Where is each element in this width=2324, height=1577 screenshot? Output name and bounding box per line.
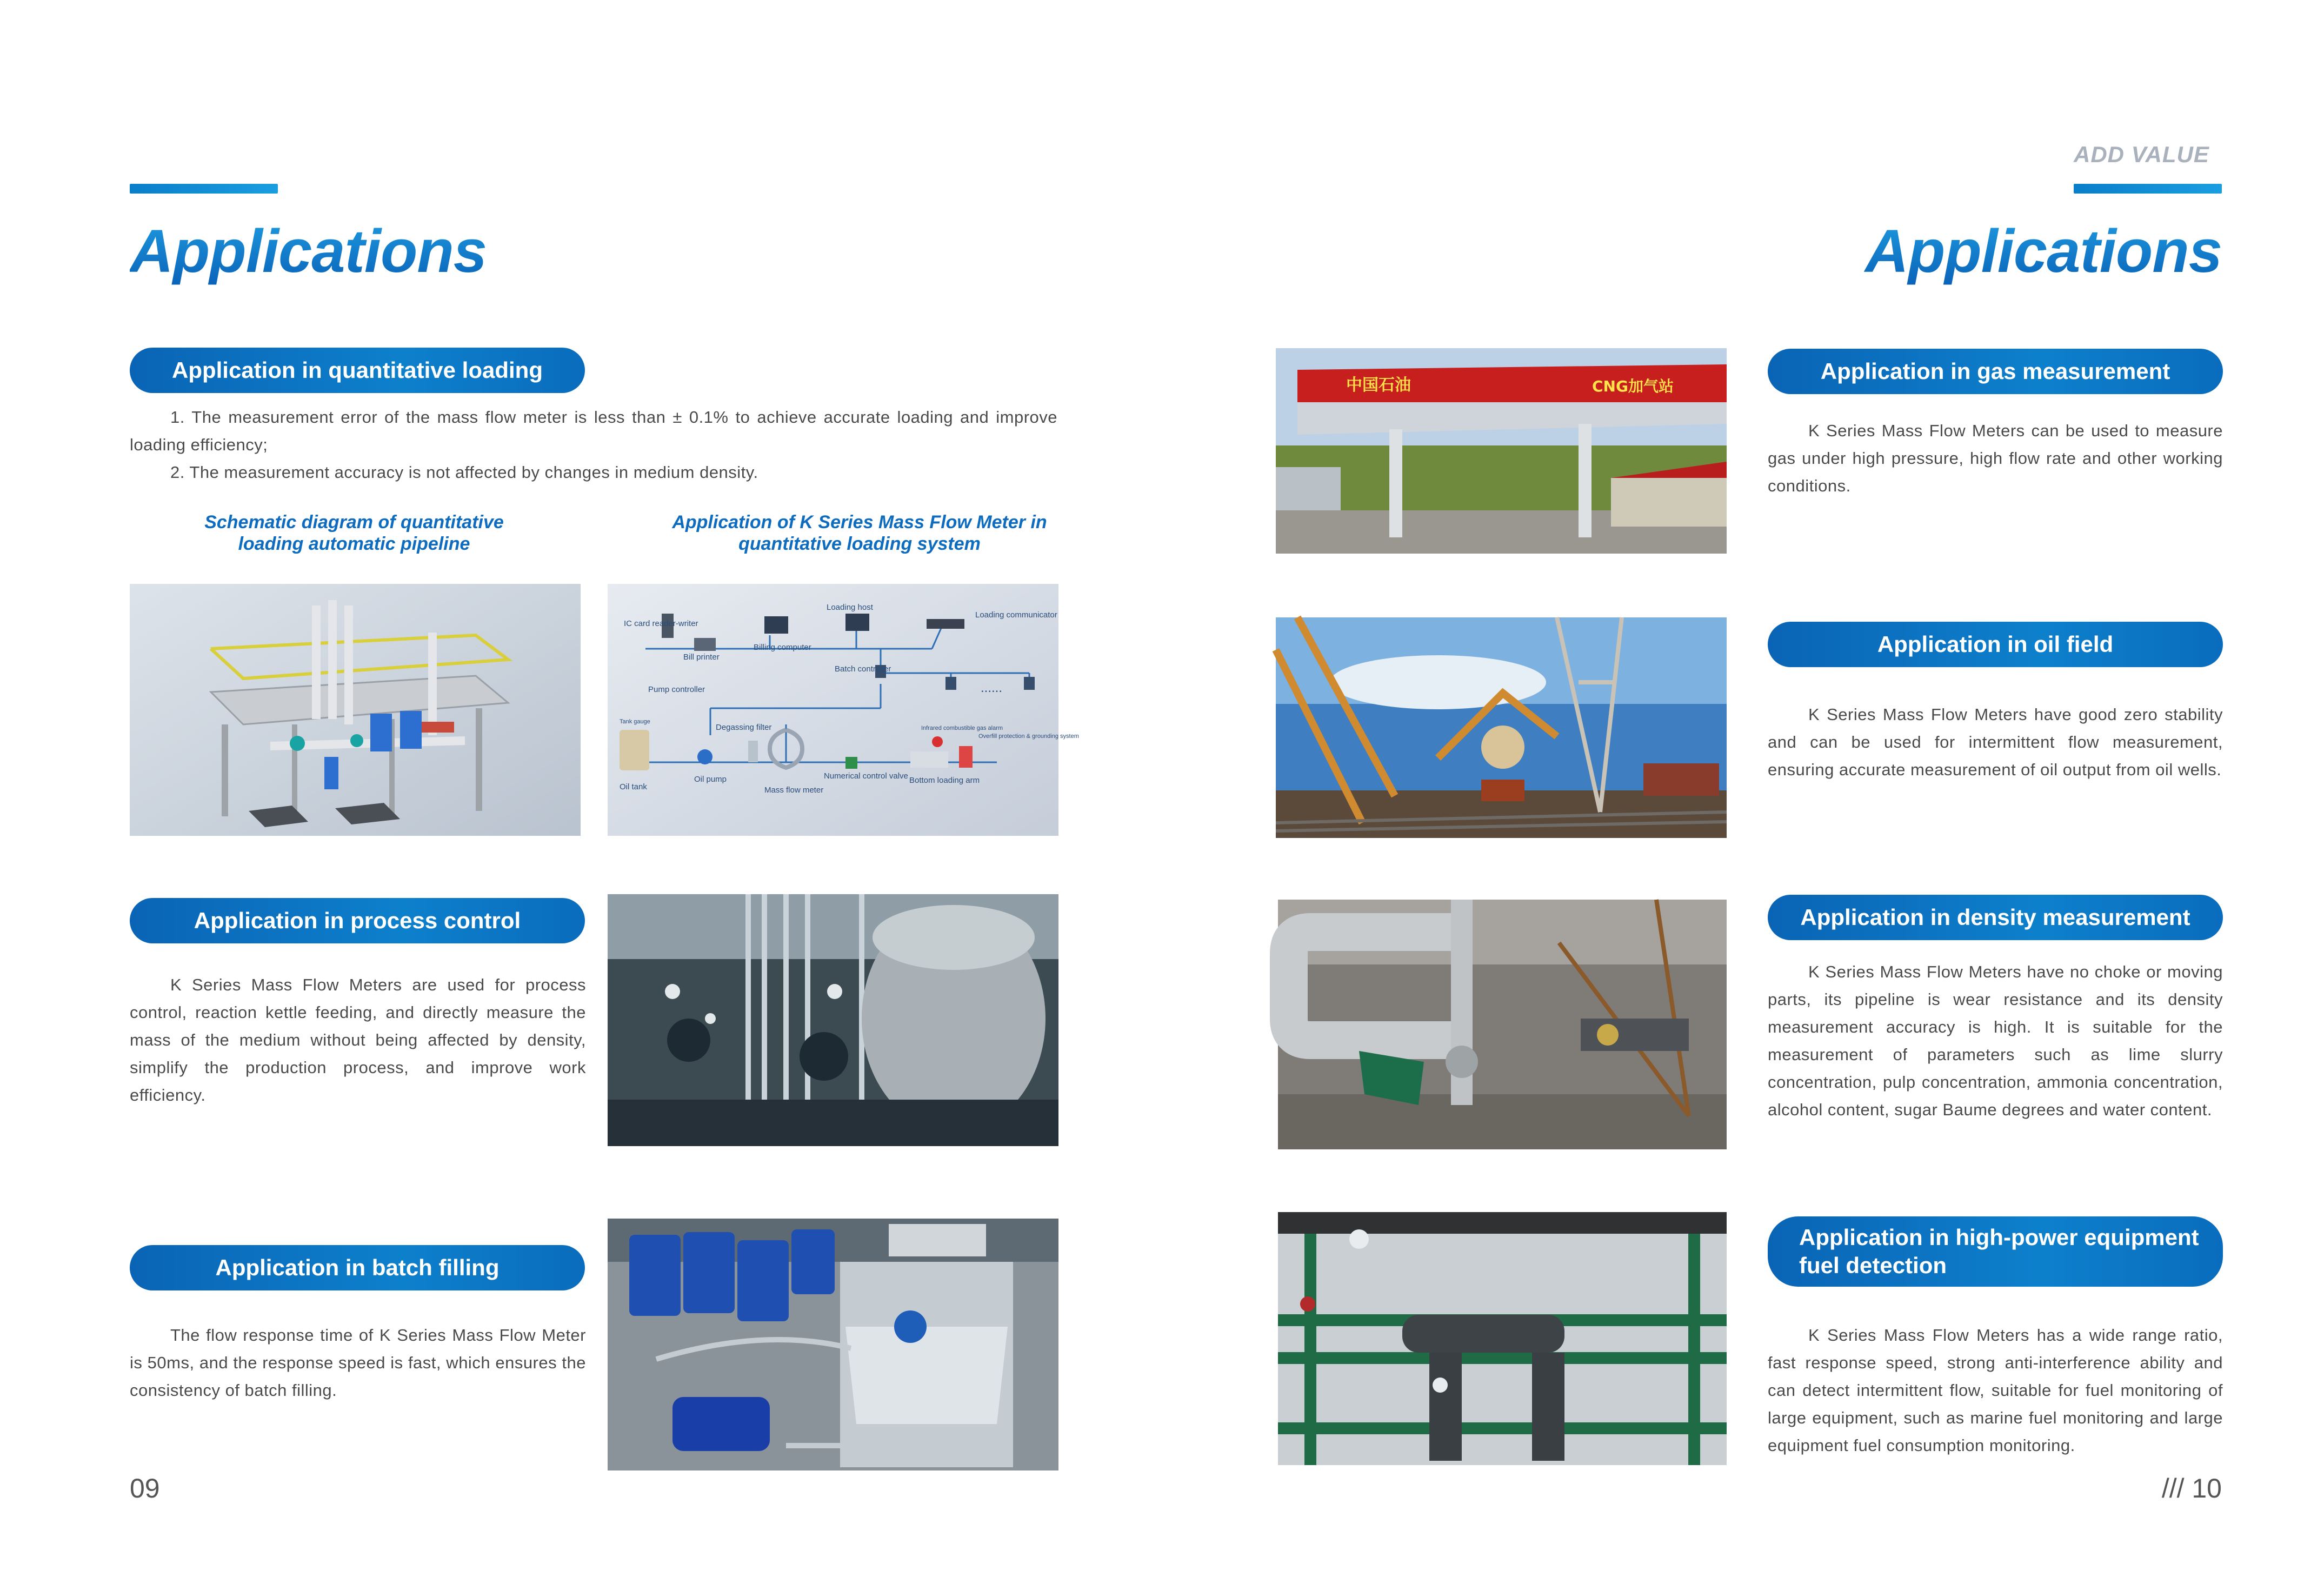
- diagram-pump-controller-label: Pump controller: [648, 685, 705, 694]
- diagram-overfill-label: Overfill protection & grounding system: [978, 733, 1079, 740]
- left-accent-bar: [130, 184, 278, 194]
- process-text: [130, 971, 586, 1109]
- diagram-dots: ......: [981, 681, 1003, 695]
- diagram-gas-alarm-label: Infrared combustible gas alarm: [921, 725, 1003, 731]
- pill-gas-measurement: Application in gas measurement: [1768, 349, 2223, 394]
- pipeline-render-image: [130, 584, 581, 836]
- fuel-pill-line-2: fuel detection: [1799, 1253, 1947, 1278]
- diagram-tank-gauge-label: Tank gauge: [620, 718, 650, 725]
- pill-quantitative-loading: Application in quantitative loading: [130, 348, 585, 393]
- gas-sign-left: 中国石油: [1346, 376, 1411, 395]
- fuel-text: [1768, 1321, 2223, 1459]
- pill-oil-field: Application in oil field: [1768, 622, 2223, 667]
- loading-system-diagram: [608, 584, 1079, 836]
- oil-paragraph: K Series Mass Flow Meters have good zero stability and can be used for intermittent flow measurement, ensuring accurate measurement of oil output from oil wells.: [1768, 705, 2223, 779]
- diagram-bill-printer-label: Bill printer: [683, 653, 720, 662]
- oil-field-photo: [1276, 617, 1727, 838]
- diagram-ic-card-label: IC card reader-writer: [624, 619, 698, 628]
- add-value-tagline: ADD VALUE: [2074, 142, 2209, 167]
- density-meter-photo: [1278, 900, 1727, 1149]
- right-accent-bar: [2074, 184, 2222, 194]
- gas-paragraph: K Series Mass Flow Meters can be used to measure gas under high pressure, high flow rate and other working conditions.: [1768, 421, 2223, 495]
- fuel-paragraph: K Series Mass Flow Meters has a wide range ratio, fast response speed, strong anti-interference ability and can detect intermittent flow, suitable for fuel monitoring of large equipment, such as marine fuel monitoring and large equipment fuel consumption monitoring.: [1768, 1326, 2223, 1455]
- gas-station-photo: [1276, 348, 1727, 554]
- gas-sign-right: CNG加气站: [1592, 377, 1674, 395]
- diagram-loading-communicator-label: Loading communicator: [975, 610, 1057, 620]
- density-text: [1768, 958, 2223, 1123]
- caption-pipeline: Schematic diagram of quantitative loading automatic pipeline: [204, 512, 504, 554]
- diagram-billing-computer-label: Billing computer: [754, 643, 811, 652]
- batch-paragraph: The flow response time of K Series Mass Flow Meter is 50ms, and the response speed is fast, which ensures the consistency of batch filling.: [130, 1326, 586, 1400]
- fuel-pill-line-1: Application in high-power equipment: [1799, 1225, 2199, 1250]
- pill-fuel-detection: [1768, 1216, 2223, 1287]
- right-page-title: Applications: [1838, 216, 2222, 286]
- process-control-photo: [608, 894, 1058, 1146]
- gas-text: [1768, 417, 2223, 500]
- diagram-bottom-arm-label: Bottom loading arm: [909, 776, 980, 785]
- left-page-number: 09: [130, 1473, 160, 1503]
- diagram-oil-pump-label: Oil pump: [694, 775, 727, 784]
- loading-line-2: 2. The measurement accuracy is not affected by changes in medium density.: [170, 463, 758, 482]
- pill-batch-filling: Application in batch filling: [130, 1245, 585, 1290]
- caption-system: Application of K Series Mass Flow Meter in quantitative loading system: [672, 512, 1047, 554]
- density-paragraph: K Series Mass Flow Meters have no choke or moving parts, its pipeline is wear resistance and its density measurement accuracy is high. It is suitable for the measurement of parameters such as lime slurry concentration, pulp concentration, ammonia concentration, alcohol content, sugar Baume degrees and water content.: [1768, 962, 2223, 1119]
- diagram-mass-flow-meter-label: Mass flow meter: [764, 786, 824, 795]
- fuel-detection-photo: [1278, 1212, 1727, 1465]
- loading-text: [130, 403, 1057, 486]
- diagram-batch-controller-label: Batch controller: [835, 664, 891, 674]
- right-page-number: /// 10: [2161, 1473, 2222, 1503]
- process-paragraph: K Series Mass Flow Meters are used for process control, reaction kettle feeding, and directly measure the mass of the medium without being affected by density, simplify the production process, and improve work efficiency.: [130, 975, 586, 1104]
- pill-density-measurement: Application in density measurement: [1768, 895, 2223, 940]
- left-page-title: Applications: [130, 217, 487, 285]
- diagram-oil-tank-label: Oil tank: [620, 782, 647, 791]
- diagram-numerical-valve-label: Numerical control valve: [824, 771, 908, 781]
- pill-process-control: Application in process control: [130, 898, 585, 943]
- batch-filling-photo: [608, 1219, 1058, 1470]
- loading-line-1: 1. The measurement error of the mass flow meter is less than ± 0.1% to achieve accurate loading and improve loading efficiency;: [130, 408, 1057, 454]
- diagram-degassing-filter-label: Degassing filter: [716, 723, 772, 732]
- diagram-loading-host-label: Loading host: [827, 603, 873, 612]
- oil-text: [1768, 701, 2223, 783]
- batch-text: [130, 1321, 586, 1404]
